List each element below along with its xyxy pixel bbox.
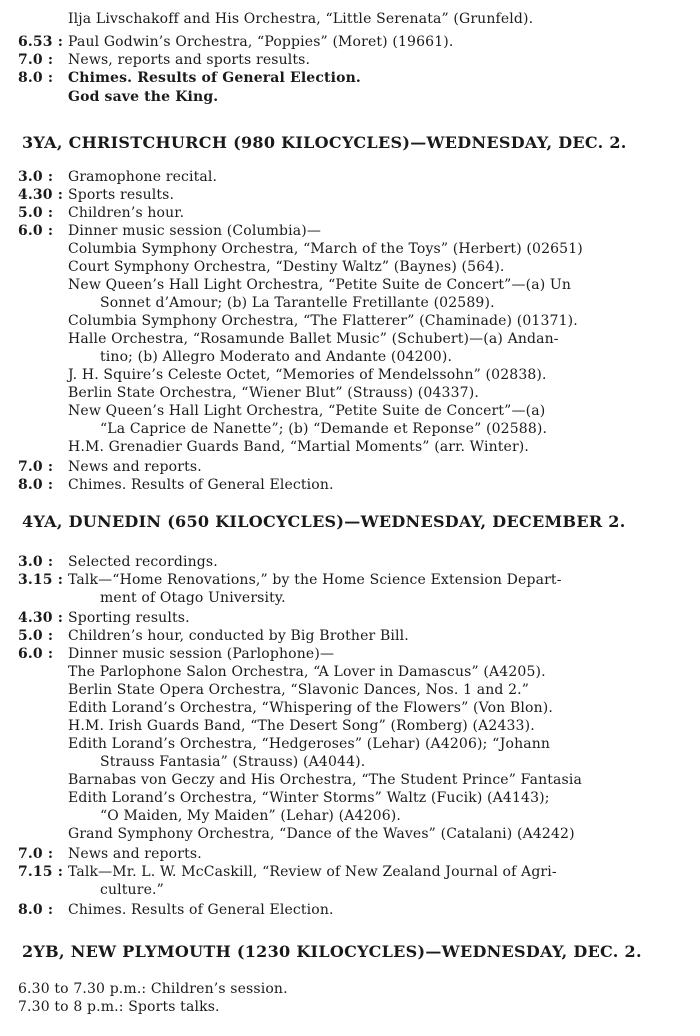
program: Children’s hour. — [68, 205, 185, 221]
program: Sporting results. — [68, 610, 190, 626]
top-time-3: 7.0 : — [18, 52, 54, 68]
program: 7.30 to 8 p.m.: Sports talks. — [18, 999, 220, 1015]
music-item: Barnabas von Geczy and His Orchestra, “The Student Prince” Fantasia — [68, 772, 582, 788]
music-item: Grand Symphony Orchestra, “Dance of the Waves” (Catalani) (A4242) — [68, 826, 575, 842]
program: Dinner music session (Columbia)— — [68, 223, 322, 239]
time: 4.30 : — [18, 610, 64, 626]
music-item: Columbia Symphony Orchestra, “The Flatterer” (Chaminade) (01371). — [68, 313, 578, 329]
time: 3.0 : — [18, 554, 54, 570]
time: 5.0 : — [18, 205, 54, 221]
program: Chimes. Results of General Election. — [68, 902, 334, 918]
top-time-4: 8.0 : — [18, 70, 54, 86]
program: News and reports. — [68, 846, 202, 862]
music-item: Edith Lorand’s Orchestra, “Hedgeroses” (Lehar) (A4206); “Johann — [68, 736, 551, 752]
top-text-2: Paul Godwin’s Orchestra, “Poppies” (Moret) (19661). — [68, 34, 454, 50]
music-item: Edith Lorand’s Orchestra, “Whispering of the Flowers” (Von Blon). — [68, 700, 553, 716]
music-item: Columbia Symphony Orchestra, “March of the Toys” (Herbert) (02651) — [68, 241, 583, 257]
section-header-4ya: 4YA, DUNEDIN (650 KILOCYCLES)—WEDNESDAY, DECEMBER 2. — [22, 512, 626, 531]
top-time-2: 6.53 : — [18, 34, 64, 50]
music-item: Court Symphony Orchestra, “Destiny Waltz” (Baynes) (564). — [68, 259, 505, 275]
time: 6.0 : — [18, 223, 54, 239]
section-header-3ya: 3YA, CHRISTCHURCH (980 KILOCYCLES)—WEDNESDAY, DEC. 2. — [22, 133, 627, 152]
time: 7.0 : — [18, 459, 54, 475]
time: 8.0 : — [18, 477, 54, 493]
time: 4.30 : — [18, 187, 64, 203]
music-item-cont: “La Caprice de Nanette”; (b) “Demande et Reponse” (02588). — [100, 421, 548, 437]
time: 5.0 : — [18, 628, 54, 644]
program-cont: culture.” — [100, 882, 164, 898]
music-item: H.M. Irish Guards Band, “The Desert Song” (Romberg) (A2433). — [68, 718, 535, 734]
top-text-3: News, reports and sports results. — [68, 52, 311, 68]
section-header-2yb: 2YB, NEW PLYMOUTH (1230 KILOCYCLES)—WEDNESDAY, DEC. 2. — [22, 942, 642, 961]
program: Dinner music session (Parlophone)— — [68, 646, 335, 662]
music-item: Halle Orchestra, “Rosamunde Ballet Music” (Schubert)—(a) Andan- — [68, 331, 559, 347]
time: 3.15 : — [18, 572, 64, 588]
music-item-cont: Sonnet d’Amour; (b) La Tarantelle Fretillante (02589). — [100, 295, 495, 311]
program: Gramophone recital. — [68, 169, 218, 185]
time: 3.0 : — [18, 169, 54, 185]
music-item: New Queen’s Hall Light Orchestra, “Petite Suite de Concert”—(a) — [68, 403, 546, 419]
program: Sports results. — [68, 187, 175, 203]
program: Children’s hour, conducted by Big Brother Bill. — [68, 628, 409, 644]
time: 7.0 : — [18, 846, 54, 862]
time: 8.0 : — [18, 902, 54, 918]
music-item: Berlin State Orchestra, “Wiener Blut” (Strauss) (04337). — [68, 385, 479, 401]
time: 6.0 : — [18, 646, 54, 662]
program: Selected recordings. — [68, 554, 218, 570]
music-item: Edith Lorand’s Orchestra, “Winter Storms” Waltz (Fucik) (A4143); — [68, 790, 550, 806]
time: 7.15 : — [18, 864, 64, 880]
program: Talk—“Home Renovations,” by the Home Science Extension Depart- — [68, 572, 562, 588]
top-line-1: Ilja Livschakoff and His Orchestra, “Little Serenata” (Grunfeld). — [68, 11, 534, 27]
music-item: New Queen’s Hall Light Orchestra, “Petite Suite de Concert”—(a) Un — [68, 277, 572, 293]
music-item: The Parlophone Salon Orchestra, “A Lover in Damascus” (A4205). — [68, 664, 546, 680]
music-item-cont: tino; (b) Allegro Moderato and Andante (04200). — [100, 349, 453, 365]
top-line-5: God save the King. — [68, 89, 219, 105]
music-item: H.M. Grenadier Guards Band, “Martial Moments” (arr. Winter). — [68, 439, 530, 455]
program: Talk—Mr. L. W. McCaskill, “Review of New Zealand Journal of Agri- — [68, 864, 557, 880]
music-item-cont: “O Maiden, My Maiden” (Lehar) (A4206). — [100, 808, 401, 824]
program: Chimes. Results of General Election. — [68, 477, 334, 493]
program: 6.30 to 7.30 p.m.: Children’s session. — [18, 981, 288, 997]
music-item: Berlin State Opera Orchestra, “Slavonic Dances, Nos. 1 and 2.” — [68, 682, 530, 698]
program-cont: ment of Otago University. — [100, 590, 286, 606]
music-item: J. H. Squire’s Celeste Octet, “Memories of Mendelssohn” (02838). — [68, 367, 547, 383]
top-text-4: Chimes. Results of General Election. — [68, 70, 361, 86]
music-item-cont: Strauss Fantasia” (Strauss) (A4044). — [100, 754, 366, 770]
program: News and reports. — [68, 459, 202, 475]
